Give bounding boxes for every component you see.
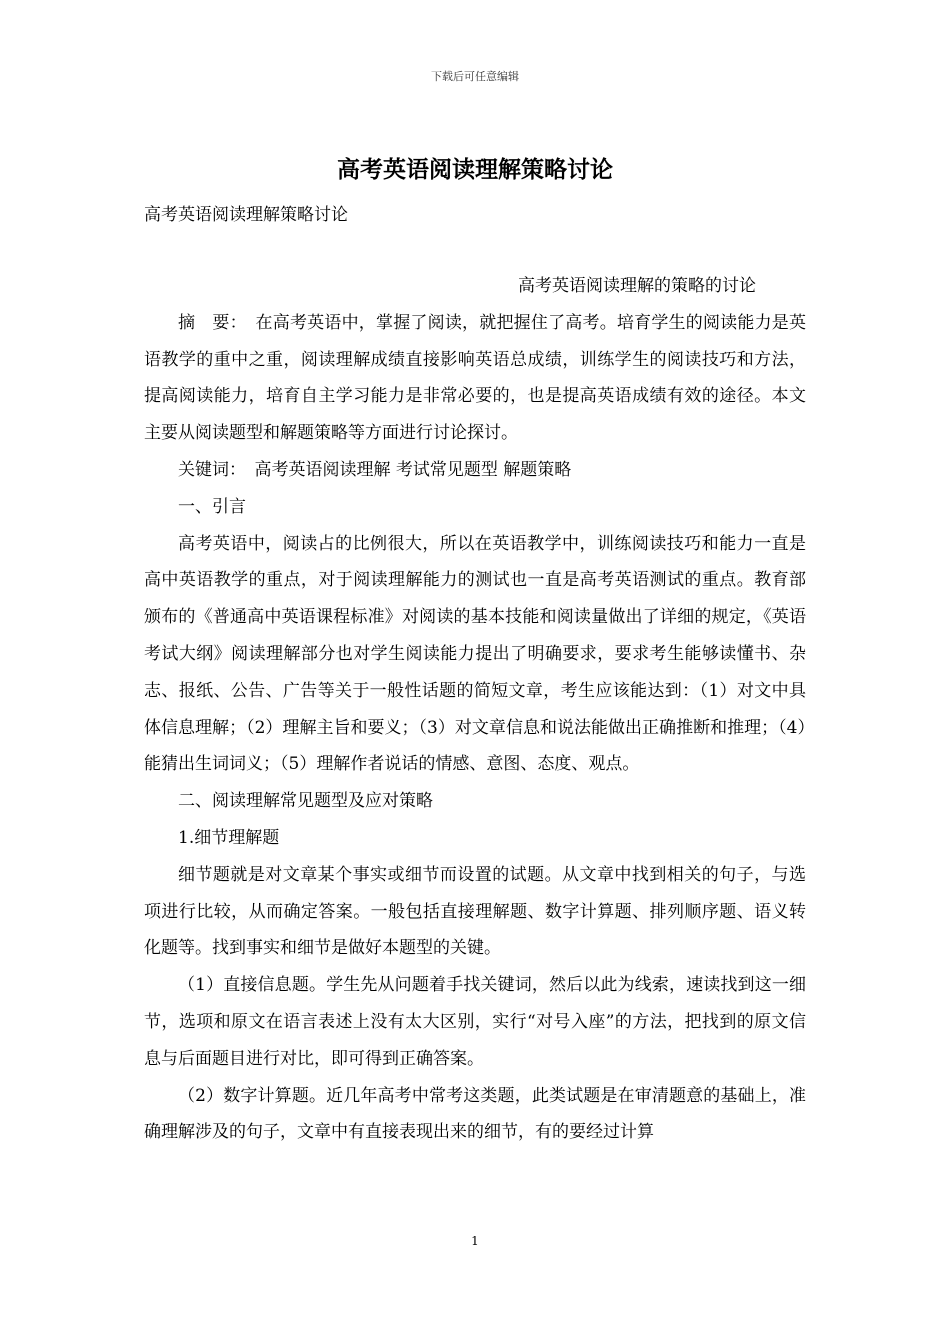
body-paragraph: （2）数字计算题。近几年高考中常考这类题，此类试题是在审清题意的基础上，准确理解涉及的句子，文章中有直接表现出来的细节，有的要经过计算: [144, 1085, 806, 1143]
body-paragraph: （1）直接信息题。学生先从问题着手找关键词，然后以此为线索，速读找到这一细节，选项和原文在语言表述上没有太大区别，实行“对号入座”的方法，把找到的原文信息与后面题目进行对比，即可得到正确答案。: [144, 975, 806, 1069]
section-heading-question-types: 二、阅读理解常见题型及应对策略: [178, 791, 433, 812]
body-paragraph: 高考英语中，阅读占的比例很大，所以在英语教学中，训练阅读技巧和能力一直是高中英语教学的重点，对于阅读理解能力的测试也一直是高考英语测试的重点。教育部颁布的《普通高中英语课程标准》对阅读的基本技能和阅读量做出了详细的规定，《英语考试大纲》阅读理解部分也对学生阅读能力提出了明确要求，要求考生能够读懂书、杂志、报纸、公告、广告等关于一般性话题的简短文章，考生应该能达到：（1）对文中具体信息理解；（2）理解主旨和要义；（3）对文章信息和说法能做出正确推断和推理；（4）能猜出生词词义；（5）理解作者说话的情感、意图、态度、观点。: [144, 533, 806, 775]
keywords-paragraph: 关键词： 高考英语阅读理解 考试常见题型 解题策略: [178, 459, 572, 480]
document-subtitle: 高考英语阅读理解策略讨论: [144, 205, 348, 225]
abstract-paragraph: 摘 要： 在高考英语中，掌握了阅读，就把握住了高考。培育学生的阅读能力是英语教学的重中之重，阅读理解成绩直接影响英语总成绩，训练学生的阅读技巧和方法，提高阅读能力，培育自主学习能力是非常必要的，也是提高英语成绩有效的途径。本文主要从阅读题型和解题策略等方面进行讨论探讨。: [144, 312, 806, 444]
document-body: [144, 268, 806, 1151]
page-number: 1: [471, 1234, 479, 1248]
header-note: 下载后可任意编辑: [431, 70, 519, 83]
body-paragraph: 细节题就是对文章某个事实或细节而设置的试题。从文章中找到相关的句子，与选项进行比较，从而确定答案。一般包括直接理解题、数字计算题、排列顺序题、语义转化题等。找到事实和细节是做好本题型的关键。: [144, 864, 806, 959]
document-title: 高考英语阅读理解策略讨论: [337, 156, 613, 183]
section-heading-introduction: 一、引言: [178, 496, 246, 517]
article-title: 高考英语阅读理解的策略的讨论: [518, 276, 756, 296]
subsection-heading-detail: 1.细节理解题: [178, 827, 280, 848]
